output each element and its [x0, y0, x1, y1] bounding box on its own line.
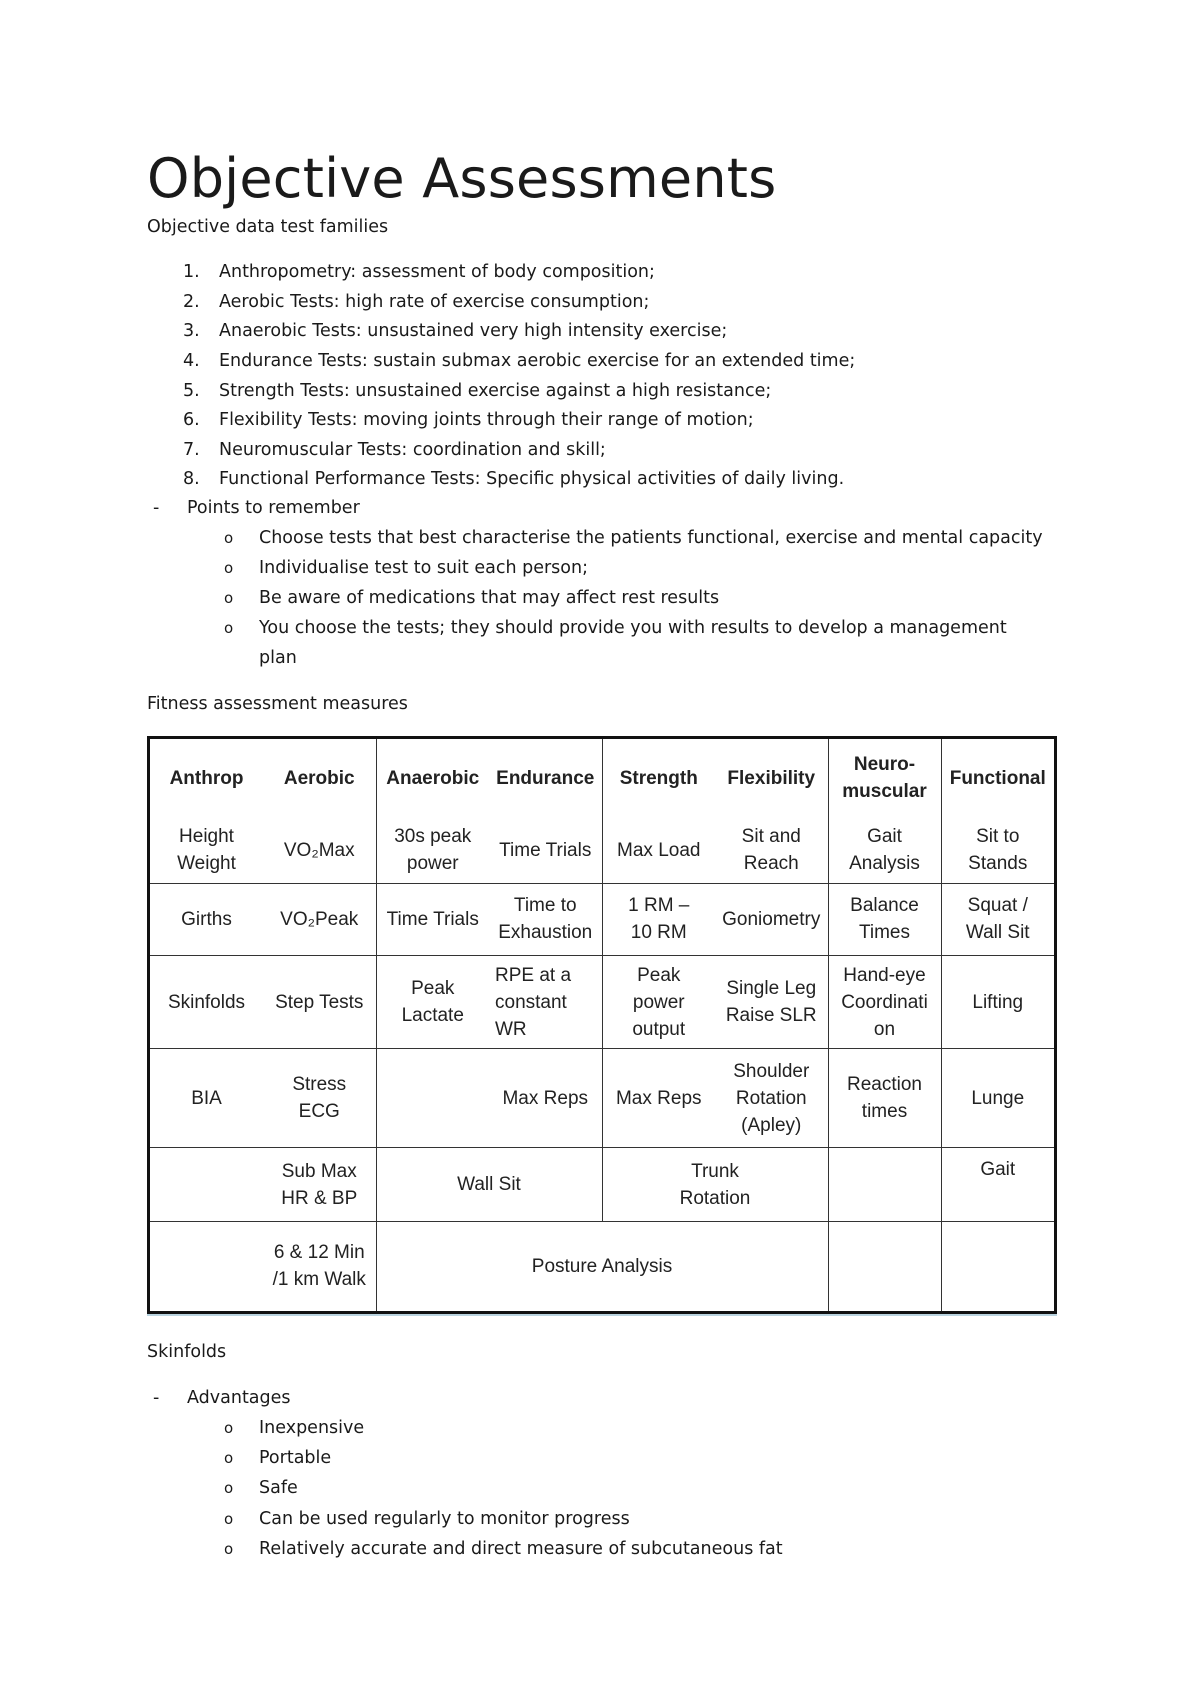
cell-line: Time to — [513, 895, 577, 917]
header-strength: Strength — [602, 739, 715, 818]
table-cell: Step Tests — [263, 955, 376, 1049]
header-aerobic: Aerobic — [283, 767, 355, 789]
table-cell: Max Reps — [602, 1049, 715, 1148]
cell-line: Sit and — [741, 826, 801, 848]
bullet-marker: o — [224, 559, 234, 577]
table-header-row — [150, 739, 1054, 818]
bullet-item: Be aware of medications that may affect rest results — [259, 588, 720, 608]
bullet-marker: o — [224, 1479, 234, 1497]
table-cell: VO₂Max — [283, 839, 355, 861]
cell-line: 1 RM – — [628, 895, 690, 917]
list-item: Aerobic Tests: high rate of exercise consumption; — [219, 292, 650, 312]
bullet-item: Inexpensive — [259, 1418, 365, 1438]
cell-line: Balance — [850, 895, 919, 917]
cell-line: Sub Max — [281, 1160, 357, 1182]
list-number: 5. — [183, 381, 200, 401]
table-cell — [150, 818, 263, 884]
cell-line: Hand-eye — [843, 964, 926, 986]
cell-line: Exhaustion — [498, 922, 593, 944]
cell-line: Peak — [637, 964, 681, 986]
fitness-measures-table — [147, 736, 1057, 1314]
header-line: muscular — [842, 781, 927, 803]
cell-line: Peak — [411, 978, 455, 1000]
bullet-item: Can be used regularly to monitor progress — [259, 1509, 630, 1529]
table-cell — [602, 884, 715, 955]
header-line: Neuro- — [853, 754, 916, 776]
bullet-marker: o — [224, 1419, 234, 1437]
points-heading: Points to remember — [187, 498, 360, 518]
table-row — [150, 818, 1054, 884]
list-item: Flexibility Tests: moving joints through their range of motion; — [219, 410, 754, 430]
cell-line: power — [406, 853, 459, 875]
table-cell — [715, 818, 828, 884]
list-item: Anthropometry: assessment of body composition; — [219, 262, 655, 282]
cell-line: Reaction — [847, 1074, 922, 1096]
cell-line: output — [632, 1018, 686, 1040]
table-cell — [602, 955, 715, 1049]
table-row — [150, 1221, 1054, 1311]
cell-line: Wall Sit — [965, 922, 1030, 944]
table-cell — [263, 1049, 376, 1148]
cell-line: Trunk — [691, 1160, 739, 1182]
table-cell — [715, 955, 828, 1049]
cell-line: Stands — [968, 853, 1028, 875]
cell-line: Single Leg — [726, 978, 817, 1000]
cell-line: 30s peak — [394, 826, 472, 848]
section-subtitle: Objective data test families — [147, 217, 389, 237]
cell-line: Rotation — [735, 1087, 807, 1109]
cell-line: Sit to — [976, 826, 1020, 848]
table-cell-empty — [828, 1148, 941, 1221]
cell-line: Lactate — [401, 1005, 464, 1027]
cell-line: Times — [858, 922, 911, 944]
bullet-item: Individualise test to suit each person; — [259, 558, 588, 578]
bullet-item: You choose the tests; they should provide you with results to develop a management — [259, 618, 1007, 638]
cell-line: Rotation — [679, 1187, 751, 1209]
list-number: 3. — [183, 321, 200, 341]
list-item: Endurance Tests: sustain submax aerobic exercise for an extended time; — [219, 351, 856, 371]
cell-line: Raise SLR — [725, 1005, 817, 1027]
cell-line: Stress — [292, 1074, 347, 1096]
table-row — [150, 955, 1054, 1049]
table-cell: VO₂Peak — [263, 884, 376, 955]
bullet-marker: o — [224, 529, 234, 547]
list-item: Anaerobic Tests: unsustained very high intensity exercise; — [219, 321, 728, 341]
table-cell — [715, 1049, 828, 1148]
cell-line: Height — [179, 826, 234, 848]
bullet-marker: o — [224, 1540, 234, 1558]
table-cell: Time Trials — [376, 884, 489, 955]
bullet-item: Portable — [259, 1448, 332, 1468]
table-cell: BIA — [150, 1049, 263, 1148]
table-cell: Lunge — [941, 1049, 1054, 1148]
table-cell — [263, 1148, 376, 1221]
list-number: 6. — [183, 410, 200, 430]
table-row — [150, 1049, 1054, 1148]
cell-line: (Apley) — [741, 1114, 802, 1136]
cell-line: Reach — [743, 853, 799, 875]
list-number: 7. — [183, 440, 200, 460]
table-cell — [828, 818, 941, 884]
list-item: Functional Performance Tests: Specific physical activities of daily living. — [219, 469, 845, 489]
cell-line: WR — [495, 1018, 527, 1040]
cell-line: Gait — [867, 826, 902, 848]
table-cell — [602, 1148, 828, 1221]
table-row — [150, 1148, 1054, 1221]
cell-line: constant — [495, 991, 567, 1013]
table-cell: Gait — [941, 1148, 1054, 1221]
list-item: Strength Tests: unsustained exercise against a high resistance; — [219, 381, 772, 401]
table-cell: Posture Analysis — [376, 1221, 828, 1311]
table-row — [150, 884, 1054, 955]
table-cell: Max Reps — [489, 1049, 602, 1148]
header-anthrop: Anthrop — [169, 767, 244, 789]
cell-line: /1 km Walk — [272, 1269, 366, 1291]
table-cell: Girths — [150, 884, 263, 955]
cell-line: Squat / — [967, 895, 1028, 917]
table-cell-empty — [376, 1049, 489, 1148]
cell-line: on — [873, 1018, 896, 1040]
bullet-marker: o — [224, 1449, 234, 1467]
bullet-marker: o — [224, 619, 234, 637]
table-cell — [263, 1221, 376, 1311]
header-functional: Functional — [941, 739, 1054, 818]
table-cell: Lifting — [941, 955, 1054, 1049]
list-number: 4. — [183, 351, 200, 371]
cell-line: Shoulder — [733, 1060, 810, 1082]
table-cell — [828, 1049, 941, 1148]
bullet-item: Relatively accurate and direct measure of subcutaneous fat — [259, 1539, 783, 1559]
table-cell — [828, 955, 941, 1049]
table-cell-empty — [150, 1221, 263, 1311]
table-cell: Skinfolds — [150, 955, 263, 1049]
advantages-heading: Advantages — [187, 1388, 291, 1408]
cell-line: RPE at a — [495, 964, 572, 986]
header-endurance: Endurance — [496, 767, 595, 789]
cell-line: 10 RM — [630, 922, 687, 944]
header-neuromuscular — [828, 739, 941, 818]
header-anaerobic: Anaerobic — [376, 739, 489, 818]
list-number: 8. — [183, 469, 200, 489]
cell-line: Weight — [177, 853, 236, 875]
cell-line: ECG — [298, 1101, 340, 1123]
table-cell: Max Load — [602, 818, 715, 884]
table-cell — [941, 884, 1054, 955]
table-cell-empty — [828, 1221, 941, 1311]
table-cell-empty — [941, 1221, 1054, 1311]
table-cell — [828, 884, 941, 955]
skinfolds-heading: Skinfolds — [147, 1342, 227, 1362]
table-cell — [376, 955, 489, 1049]
table-cell — [489, 884, 602, 955]
page-title: Objective Assessments — [147, 147, 777, 210]
list-number: 1. — [183, 262, 200, 282]
bullet-item: Safe — [259, 1478, 298, 1498]
cell-line: power — [632, 991, 685, 1013]
cell-line: Coordinati — [841, 991, 928, 1013]
table-cell — [941, 818, 1054, 884]
table-cell: Time Trials — [499, 839, 592, 861]
table-cell: Goniometry — [715, 884, 828, 955]
dash-marker: - — [153, 498, 160, 518]
bullet-marker: o — [224, 1510, 234, 1528]
dash-marker: - — [153, 1388, 160, 1408]
table-cell-empty — [150, 1148, 263, 1221]
fitness-heading: Fitness assessment measures — [147, 694, 408, 714]
cell-line: Analysis — [849, 853, 920, 875]
bullet-item-continuation: plan — [259, 648, 297, 668]
header-flexibility: Flexibility — [727, 767, 816, 789]
cell-line: times — [861, 1101, 908, 1123]
table-cell — [489, 955, 602, 1049]
table-cell: Wall Sit — [376, 1148, 602, 1221]
cell-line: HR & BP — [281, 1187, 358, 1209]
bullet-marker: o — [224, 589, 234, 607]
bullet-item: Choose tests that best characterise the patients functional, exercise and mental capacity — [259, 528, 1043, 548]
table-cell — [376, 818, 489, 884]
list-item: Neuromuscular Tests: coordination and skill; — [219, 440, 606, 460]
list-number: 2. — [183, 292, 200, 312]
cell-line: 6 & 12 Min — [273, 1242, 365, 1264]
